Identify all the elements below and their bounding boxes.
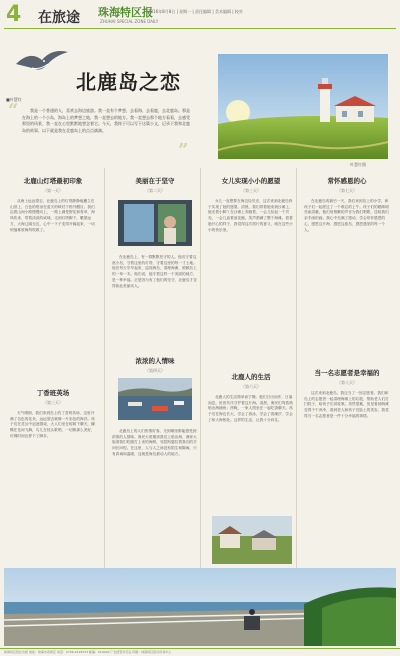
section-day: （第四天） bbox=[145, 368, 165, 373]
footer-text: 珠海特区报社出版 地址：珠海市香洲区 电话：0756-2218333 邮编：519000 广告经营许可证 印刷：珠海特区报社印务中心 bbox=[4, 650, 172, 654]
story-section-body bbox=[112, 250, 198, 289]
section-body: 天气晴朗，我们来到岛上的丁香班英场，这里开满了各色的花朵，远远望去就像一片彩色的海洋。孩子们在花丛中追逐嬉戏，大人们坐在树荫下聊天，蝴蝶在花间飞舞，鸟儿在枝头歌唱，一切都那么美好，仿佛时间也停下了脚步。 bbox=[10, 411, 95, 438]
seagull-icon bbox=[14, 44, 70, 78]
article-title: 北鹿岛之恋 bbox=[76, 70, 181, 94]
harbor-boats-photo bbox=[118, 378, 192, 420]
section-day: （第三天） bbox=[43, 400, 63, 405]
column-divider bbox=[104, 168, 105, 616]
section-body: 从海上远远望去，北鹿岛上的灯塔静静地矗立在山顶上，白色的塔身在蓝天的映衬下格外醒目。我们沿着山间小路慢慢向上，一路上满是野花和青草，海风吹来，带着淡淡的咸味。走到灯塔脚下，眺望远方，大海辽阔无边，心中一下子变得开阔起来，一切烦恼都被海风吹散了。 bbox=[10, 199, 95, 232]
story-section bbox=[208, 176, 294, 233]
page-number: 4 bbox=[6, 2, 22, 27]
story-section bbox=[10, 176, 96, 233]
issue-info: 2016年8月8日 | 星期一 | 责任编辑 | 美术编辑 | 校对 bbox=[148, 9, 243, 14]
section-body: 在北鹿岛上，有一群默默坚守的人。他们守着这座小岛，守着这里的灯塔，守着这里的每一寸土地。他们每天早早起来，巡视海岛，清理海滩，照顾岛上的一草一木。他们说，能守着这样一个美丽的地方，是一种幸福。正是因为有了他们的坚守，北鹿岛才变得如此美丽动人。 bbox=[112, 255, 197, 288]
section-body: 北鹿人的生活简单而宁静。他们日出而作，日落而息，世世代代守护着这片海。清晨，渔民们驾着渔船出海捕鱼；傍晚，一家人围坐在一起吃饭聊天。孩子们在海边长大，学会了游泳，学会了看潮汐，学会了和大海相处。这样的生活，让我十分向往。 bbox=[208, 395, 293, 422]
story-section bbox=[208, 372, 294, 424]
section-day: （第八天） bbox=[337, 380, 357, 385]
section-day: （第三天） bbox=[241, 188, 261, 193]
column-divider bbox=[200, 168, 201, 616]
story-section bbox=[304, 368, 390, 420]
section-day: （第二天） bbox=[145, 188, 165, 193]
header-divider bbox=[4, 28, 396, 29]
section-day: （第一天） bbox=[43, 188, 63, 193]
section-body: 北鹿岛上的人们热情好客，走到哪里都能感受到浓浓的人情味。渔民大哥邀请我们上船出海，渔家大姐请我们吃刚打上来的海鲜，邻居阿婆拉着我们的手问长问短。在这里，人与人之间没有陌生和隔阂，只有真诚和温暖，这就是海岛最动人的地方。 bbox=[112, 429, 197, 456]
page-footer bbox=[0, 648, 400, 656]
section-title: 北鹿山灯塔最初印象 bbox=[23, 177, 83, 185]
story-section bbox=[112, 356, 198, 374]
section-body: 在北鹿岛的最后一天，我们来到岛上的小学，和孩子们一起度过了一个难忘的上午。孩子们的眼睛明亮而清澈，他们用稚嫩的声音为我们唱歌，送给我们亲手画的画。我心中充满了感动，学会常怀感恩的心，感恩这片海，感恩这座岛，感恩遇见的每一个人。 bbox=[304, 199, 389, 232]
section-title: 丁香班英场 bbox=[36, 389, 70, 397]
section-name: 在旅途 bbox=[38, 10, 80, 26]
section-title: 女儿实现小小的愿望 bbox=[221, 177, 281, 185]
section-body: 女儿一直想要在海边捡贝壳，这次来到北鹿岛终于实现了她的愿望。清晨，我们带着她来到沙滩上，她光着小脚丫在沙滩上奔跑着，一会儿捡起一个贝壳，一会儿追着浪花跑，笑声洒满了整个海滩。看着她开心的样子，我觉得这次旅行的意义，就在这些小小的快乐里。 bbox=[208, 199, 293, 232]
seaside-walkway-photo bbox=[4, 568, 396, 646]
section-title: 浓浓的人情味 bbox=[135, 357, 175, 365]
section-title: 常怀感恩的心 bbox=[327, 177, 367, 185]
section-day: （第六天） bbox=[241, 384, 261, 389]
section-title: 当一名志愿者是幸福的 bbox=[314, 369, 380, 377]
village-houses-photo bbox=[212, 516, 292, 564]
section-title: 美丽在于坚守 bbox=[135, 177, 175, 185]
newspaper-logo-subtitle: ZHUHAI SPECIAL ZONE DAILY bbox=[100, 19, 159, 24]
close-quote-icon: ” bbox=[178, 140, 189, 161]
story-section bbox=[304, 176, 390, 233]
story-section bbox=[10, 388, 96, 440]
article-intro: 我是一个普通的人，喜欢去海边旅游。我一直有个梦想，去看海、去看鹿，去北鹿岛。那是在海上的一个小岛，海岛上的梦想之地，我一直想去的地方。我一直想去那个地方看看，去感受那里的风景，我一直在心里默默地想念着它。今天，我终于可以写下这篇小文，记录下我和北鹿岛的故事，以下就是我在北鹿岛上的点点滴滴。 bbox=[22, 108, 190, 133]
girl-by-window-photo bbox=[118, 200, 192, 246]
section-title: 北鹿人的生活 bbox=[231, 373, 271, 381]
page-header bbox=[0, 0, 400, 30]
open-quote-icon: “ bbox=[8, 100, 19, 121]
story-section-body bbox=[112, 424, 198, 458]
lighthouse-hero-image bbox=[218, 54, 388, 159]
article-author: ■叶慧红 bbox=[6, 97, 22, 102]
story-section bbox=[112, 176, 198, 194]
section-body: 这次来到北鹿岛，我还当了一回志愿者。我们和岛上的志愿者一起清理海滩上的垃圾，帮助老人们打扫院子，给孩子们讲故事。虽然很累，但是看到海滩变得干干净净，看到老人和孩子们脸上的笑容，我觉得当一名志愿者是一件十分幸福的事情。 bbox=[304, 391, 389, 418]
section-day: （第七天） bbox=[337, 188, 357, 193]
hero-photo-credit: 叶慧红摄 bbox=[350, 162, 366, 167]
column-divider bbox=[296, 168, 297, 616]
newspaper-logo: 珠海特区报 bbox=[98, 6, 153, 19]
